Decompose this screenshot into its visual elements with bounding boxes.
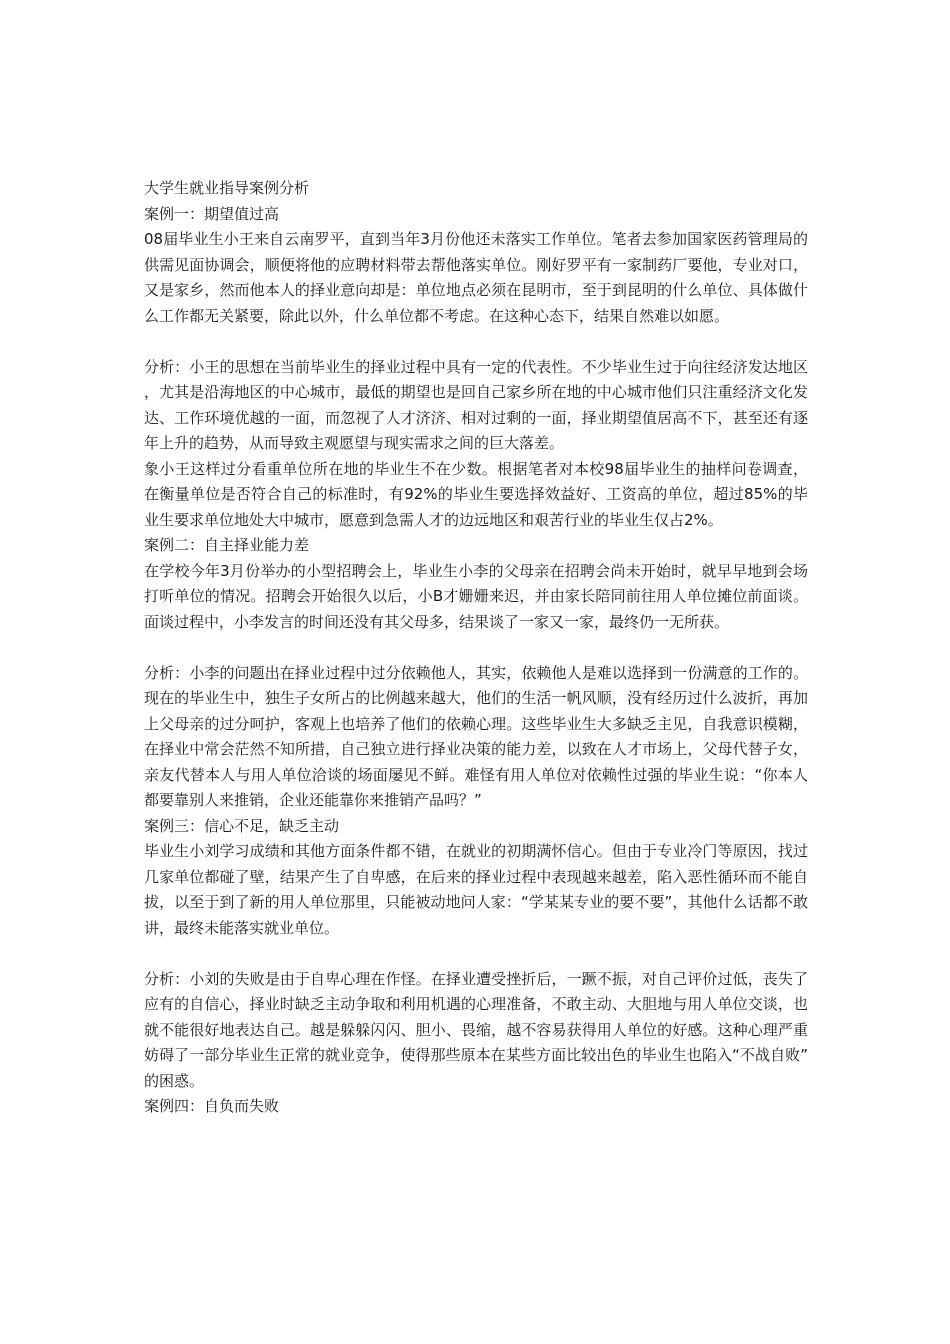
body-paragraph: 08届毕业生小王来自云南罗平，直到当年3月份他还未落实工作单位。笔者去参加国家医药管理局的供需见面协调会，顺便将他的应聘材料带去帮他落实单位。刚好罗平有一家制药厂要他，专业对口，又是家乡，然而他本人的择业意向却是：单位地点必须在昆明市，至于到昆明的什么单位、具体做什么工作都无关紧要，除此以外，什么单位都不考虑。在这种心态下，结果自然难以如愿。 [144,230,808,325]
document-title: 大学生就业指导案例分析 [144,179,310,197]
body-paragraph: 分析：小李的问题出在择业过程中过分依赖他人，其实，依赖他人是难以选择到一份满意的工作的。现在的毕业生中，独生子女所占的比例越来越大，他们的生活一帆风顺，没有经历过什么波折，再加上父母亲的过分呵护，客观上也培养了他们的依赖心理。这些毕业生大多缺乏主见，自我意识模糊，在择业中常会茫然不知所措，自己独立进行择业决策的能力差，以致在人才市场上，父母代替子女，亲友代替本人与用人单位洽谈的场面屡见不鲜。难怪有用人单位对依赖性过强的毕业生说：“你本人都要靠别人来推销，企业还能靠你来推销产品吗？” [144,663,808,809]
body-paragraph: 在学校今年3月份举办的小型招聘会上，毕业生小李的父母亲在招聘会尚未开始时，就早早地到会场打听单位的情况。招聘会开始很久以后，小B才姗姗来迟，并由家长陪同前往用人单位摊位前面谈。面谈过程中，小李发言的时间还没有其父母多，结果谈了一家又一家，最终仍一无所获。 [144,561,808,631]
document-blocks [144,202,808,1120]
document-body [144,176,808,1120]
case-heading: 案例二：自主择业能力差 [144,536,310,554]
body-paragraph: 分析：小刘的失败是由于自卑心理在作怪。在择业遭受挫折后，一蹶不振，对自己评价过低，丧失了应有的自信心，择业时缺乏主动争取和利用机遇的心理准备，不敢主动、大胆地与用人单位交谈，也就不能很好地表达自己。越是躲躲闪闪、胆小、畏缩，越不容易获得用人单位的好感。这种心理严重妨碍了一部分毕业生正常的就业竞争，使得那些原本在某些方面比较出色的毕业生也陷入“不战自败”的困惑。 [144,969,808,1090]
case-heading: 案例三：信心不足，缺乏主动 [144,816,340,835]
body-paragraph: 分析：小王的思想在当前毕业生的择业过程中具有一定的代表性。不少毕业生过于向往经济发达地区，尤其是沿海地区的中心城市，最低的期望也是回自己家乡所在地的中心城市他们只注重经济文化发达、工作环境优越的一面，而忽视了人才济济、相对过剩的一面，择业期望值居高不下，甚至还有逐年上升的趋势，从而导致主观愿望与现实需求之间的巨大落差。 [144,357,808,452]
body-paragraph: 毕业生小刘学习成绩和其他方面条件都不错，在就业的初期满怀信心。但由于专业冷门等原因，找过几家单位都碰了壁，结果产生了自卑感，在后来的择业过程中表现越来越差，陷入恶性循环而不能自拔，以至于到了新的用人单位那里，只能被动地问人家：“学某某专业的要不要”，其他什么话都不敢讲，最终未能落实就业单位。 [144,842,808,937]
body-paragraph: 象小王这样过分看重单位所在地的毕业生不在少数。根据笔者对本校98届毕业生的抽样问卷调查，在衡量单位是否符合自己的标准时，有92%的毕业生要选择效益好、工资高的单位，超过85%的毕业生要求单位地处大中城市，愿意到急需人才的边远地区和艰苦行业的毕业生仅占2%。 [144,459,808,529]
case-heading: 案例一：期望值过高 [144,204,280,223]
case-heading: 案例四：自负而失败 [144,1097,280,1115]
blank-line [144,941,808,967]
blank-line [144,635,808,661]
blank-line [144,329,808,355]
